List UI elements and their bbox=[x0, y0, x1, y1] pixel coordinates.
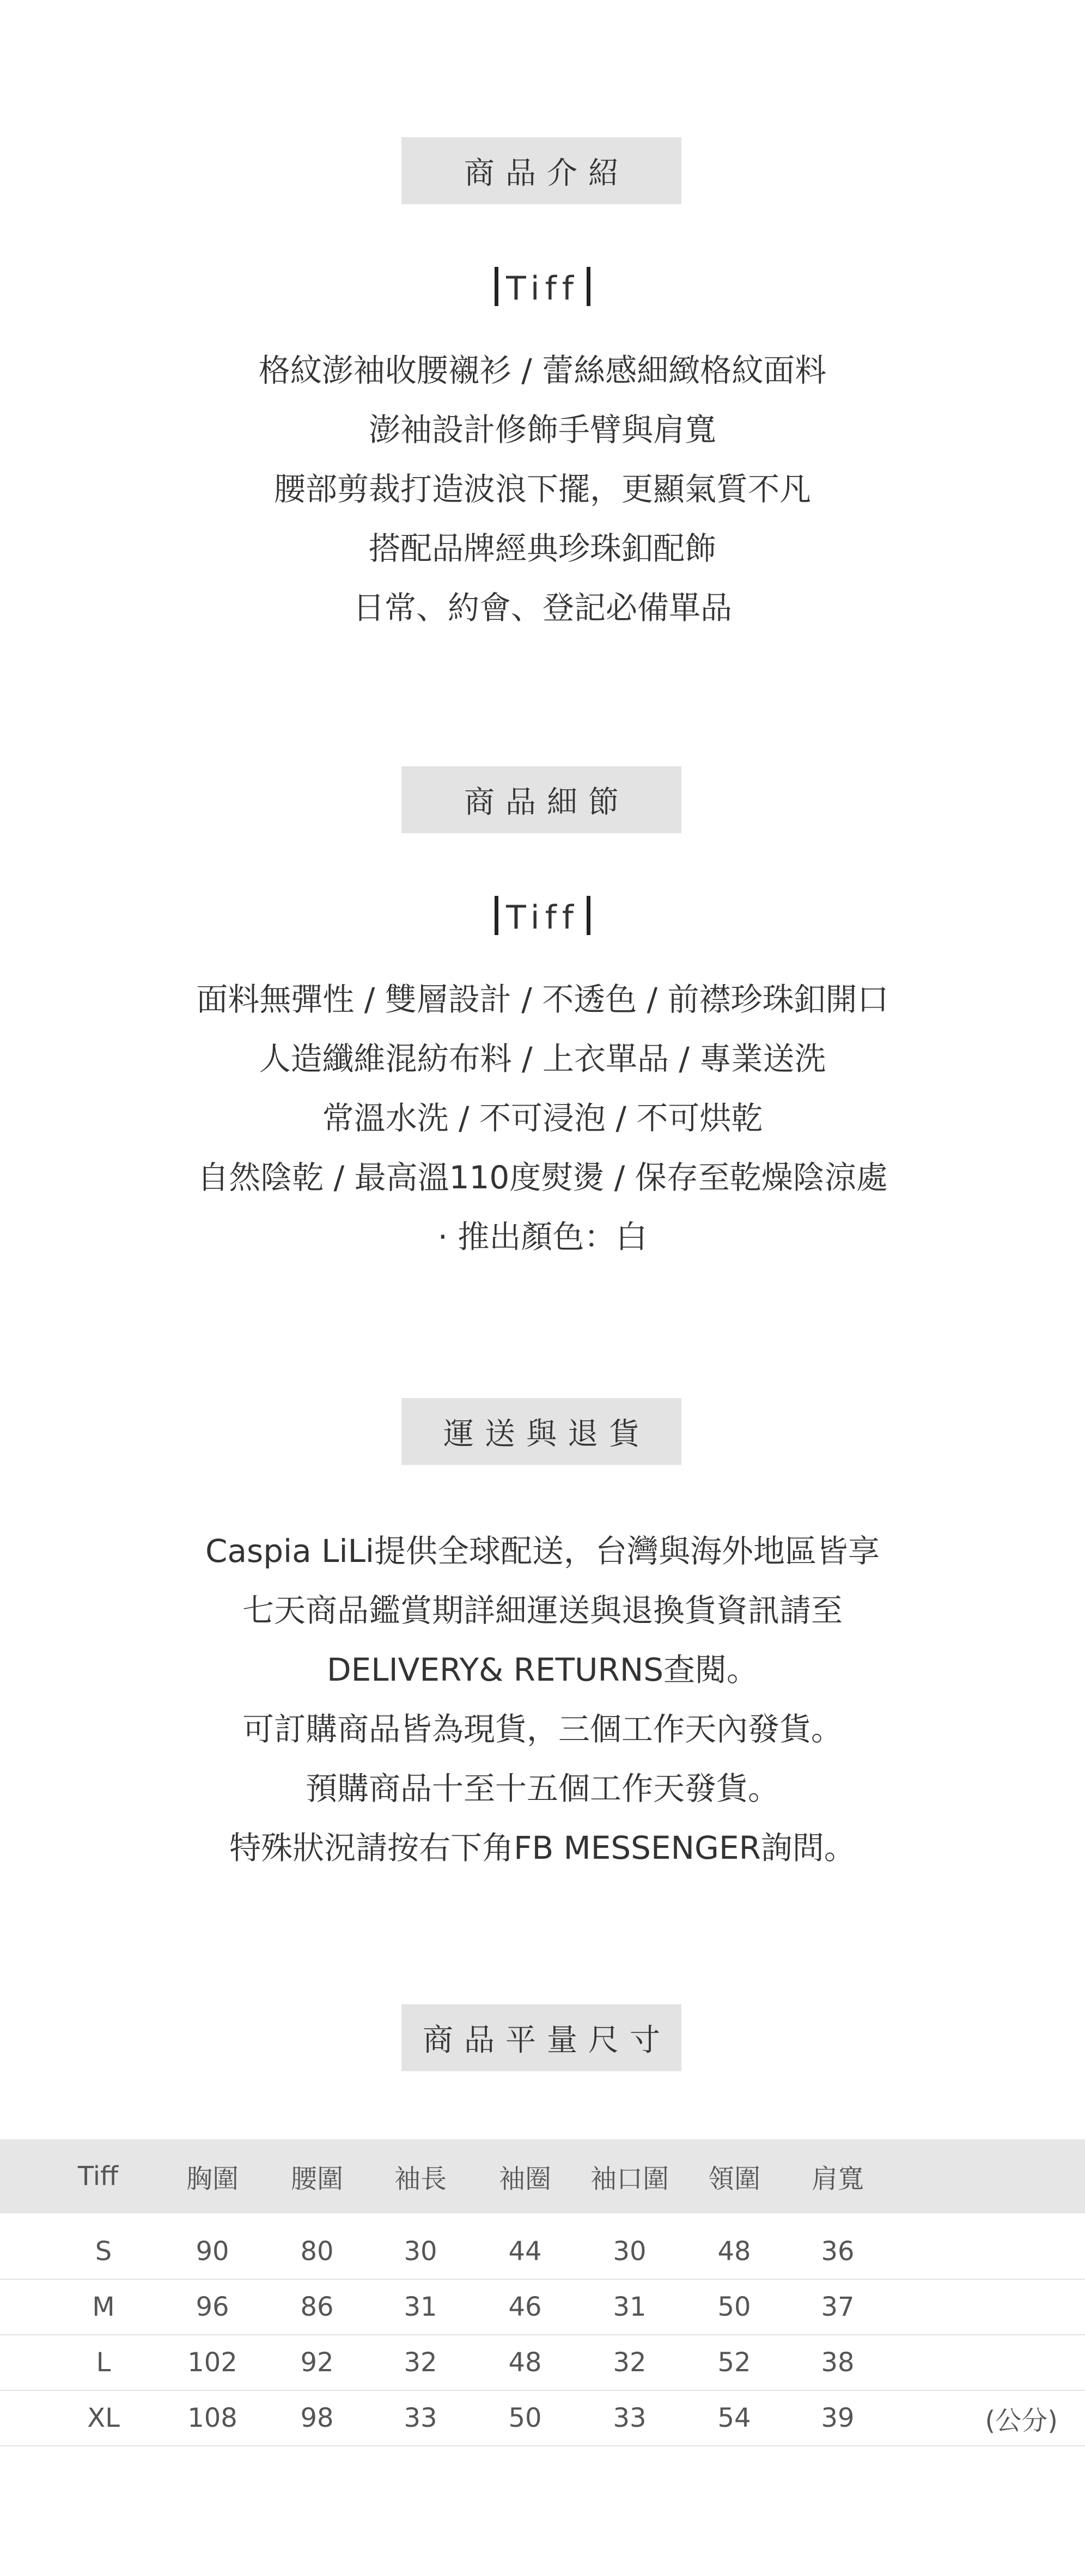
text-line: DELIVERY& RETURNS查閱。 bbox=[326, 1651, 759, 1688]
text-line: · 推出顏色：白 bbox=[437, 1218, 648, 1255]
product-name: Tiff bbox=[506, 899, 579, 937]
text-line: 自然陰乾 / 最高溫110度熨燙 / 保存至乾燥陰涼處 bbox=[197, 1159, 888, 1196]
text-line: 可訂購商品皆為現貨，三個工作天內發貨。 bbox=[242, 1711, 843, 1748]
section-heading-shipping bbox=[401, 1398, 681, 1465]
table-cell: 37 bbox=[821, 2292, 855, 2322]
column-header: 袖口圍 bbox=[590, 2163, 669, 2194]
column-header: 袖長 bbox=[394, 2163, 447, 2194]
product-name: Tiff bbox=[506, 270, 579, 308]
product-name-intro bbox=[0, 267, 1085, 308]
table-cell: 32 bbox=[613, 2347, 647, 2378]
table-cell: M bbox=[92, 2292, 115, 2322]
text-line: 腰部剪裁打造波浪下擺，更顯氣質不凡 bbox=[273, 471, 811, 508]
table-cell: XL bbox=[87, 2403, 120, 2433]
text-line: 搭配品牌經典珍珠釦配飾 bbox=[368, 530, 716, 567]
table-cell: 102 bbox=[187, 2347, 237, 2378]
table-cell: 31 bbox=[613, 2292, 647, 2322]
text-line: 日常、約會、登記必備單品 bbox=[352, 589, 732, 626]
text-line: Caspia LiLi提供全球配送，台灣與海外地區皆享 bbox=[205, 1533, 880, 1570]
column-header: 領圍 bbox=[708, 2163, 760, 2194]
details-text-block bbox=[0, 970, 1085, 1267]
table-cell: 80 bbox=[300, 2236, 334, 2267]
size-table bbox=[0, 2139, 1085, 2446]
table-row bbox=[0, 2280, 1085, 2335]
table-cell: 44 bbox=[508, 2236, 542, 2267]
column-header: Tiff bbox=[77, 2161, 119, 2192]
intro-text-block bbox=[0, 341, 1085, 638]
table-cell: 98 bbox=[300, 2403, 334, 2433]
text-line: 預購商品十至十五個工作天發貨。 bbox=[305, 1770, 779, 1807]
table-cell: 48 bbox=[717, 2236, 751, 2267]
table-cell: 38 bbox=[821, 2347, 855, 2378]
divider-bar bbox=[495, 267, 498, 306]
section-title: 商品介紹 bbox=[464, 155, 630, 191]
section-title: 商品平量尺寸 bbox=[423, 2022, 671, 2058]
table-cell: 54 bbox=[717, 2403, 751, 2433]
text-line: 格紋澎袖收腰襯衫 / 蕾絲感細緻格紋面料 bbox=[258, 352, 827, 389]
table-cell: 46 bbox=[508, 2292, 542, 2322]
column-header: 胸圍 bbox=[186, 2163, 239, 2194]
table-cell: 31 bbox=[404, 2292, 437, 2322]
table-cell: 108 bbox=[187, 2403, 237, 2433]
section-heading-size bbox=[401, 2004, 681, 2071]
text-line: 七天商品鑑賞期詳細運送與退換貨資訊請至 bbox=[242, 1592, 843, 1629]
table-cell: S bbox=[95, 2236, 112, 2267]
table-cell: 30 bbox=[613, 2236, 647, 2267]
table-cell: 32 bbox=[404, 2347, 437, 2378]
shipping-text-block bbox=[0, 1522, 1085, 1878]
text-line: 特殊狀況請按右下角FB MESSENGER詢問。 bbox=[229, 1829, 856, 1866]
table-row bbox=[0, 2335, 1085, 2391]
table-cell: 50 bbox=[717, 2292, 751, 2322]
section-heading-intro bbox=[401, 137, 681, 204]
column-header: 腰圍 bbox=[290, 2163, 343, 2194]
table-cell: 50 bbox=[508, 2403, 542, 2433]
table-row bbox=[0, 2391, 1085, 2446]
divider-bar bbox=[587, 896, 590, 935]
table-cell: 33 bbox=[613, 2403, 647, 2433]
text-line: 常溫水洗 / 不可浸泡 / 不可烘乾 bbox=[322, 1100, 763, 1137]
table-cell: L bbox=[96, 2347, 111, 2378]
section-title: 運送與退貨 bbox=[443, 1416, 650, 1452]
table-cell: 90 bbox=[196, 2236, 229, 2267]
column-header: 袖圈 bbox=[498, 2163, 551, 2194]
table-cell: 48 bbox=[508, 2347, 542, 2378]
section-title: 商品細節 bbox=[464, 784, 630, 820]
divider-bar bbox=[587, 267, 590, 306]
table-row bbox=[0, 2224, 1085, 2280]
table-cell: 86 bbox=[300, 2292, 334, 2322]
table-header-row bbox=[0, 2139, 1085, 2213]
divider-bar bbox=[495, 896, 498, 935]
table-cell: 96 bbox=[196, 2292, 229, 2322]
text-line: 人造纖維混紡布料 / 上衣單品 / 專業送洗 bbox=[259, 1040, 826, 1077]
unit-label: (公分) bbox=[985, 2405, 1058, 2436]
section-heading-details bbox=[401, 766, 681, 833]
table-body bbox=[0, 2224, 1085, 2446]
text-line: 面料無彈性 / 雙層設計 / 不透色 / 前襟珍珠釦開口 bbox=[196, 981, 889, 1018]
column-header: 肩寬 bbox=[811, 2163, 864, 2194]
table-cell: 52 bbox=[717, 2347, 751, 2378]
table-cell: 33 bbox=[404, 2403, 437, 2433]
table-cell: 39 bbox=[821, 2403, 855, 2433]
text-line: 澎袖設計修飾手臂與肩寬 bbox=[368, 411, 716, 448]
table-cell: 36 bbox=[821, 2236, 855, 2267]
product-name-details bbox=[0, 896, 1085, 937]
table-cell: 30 bbox=[404, 2236, 437, 2267]
table-cell: 92 bbox=[300, 2347, 334, 2378]
